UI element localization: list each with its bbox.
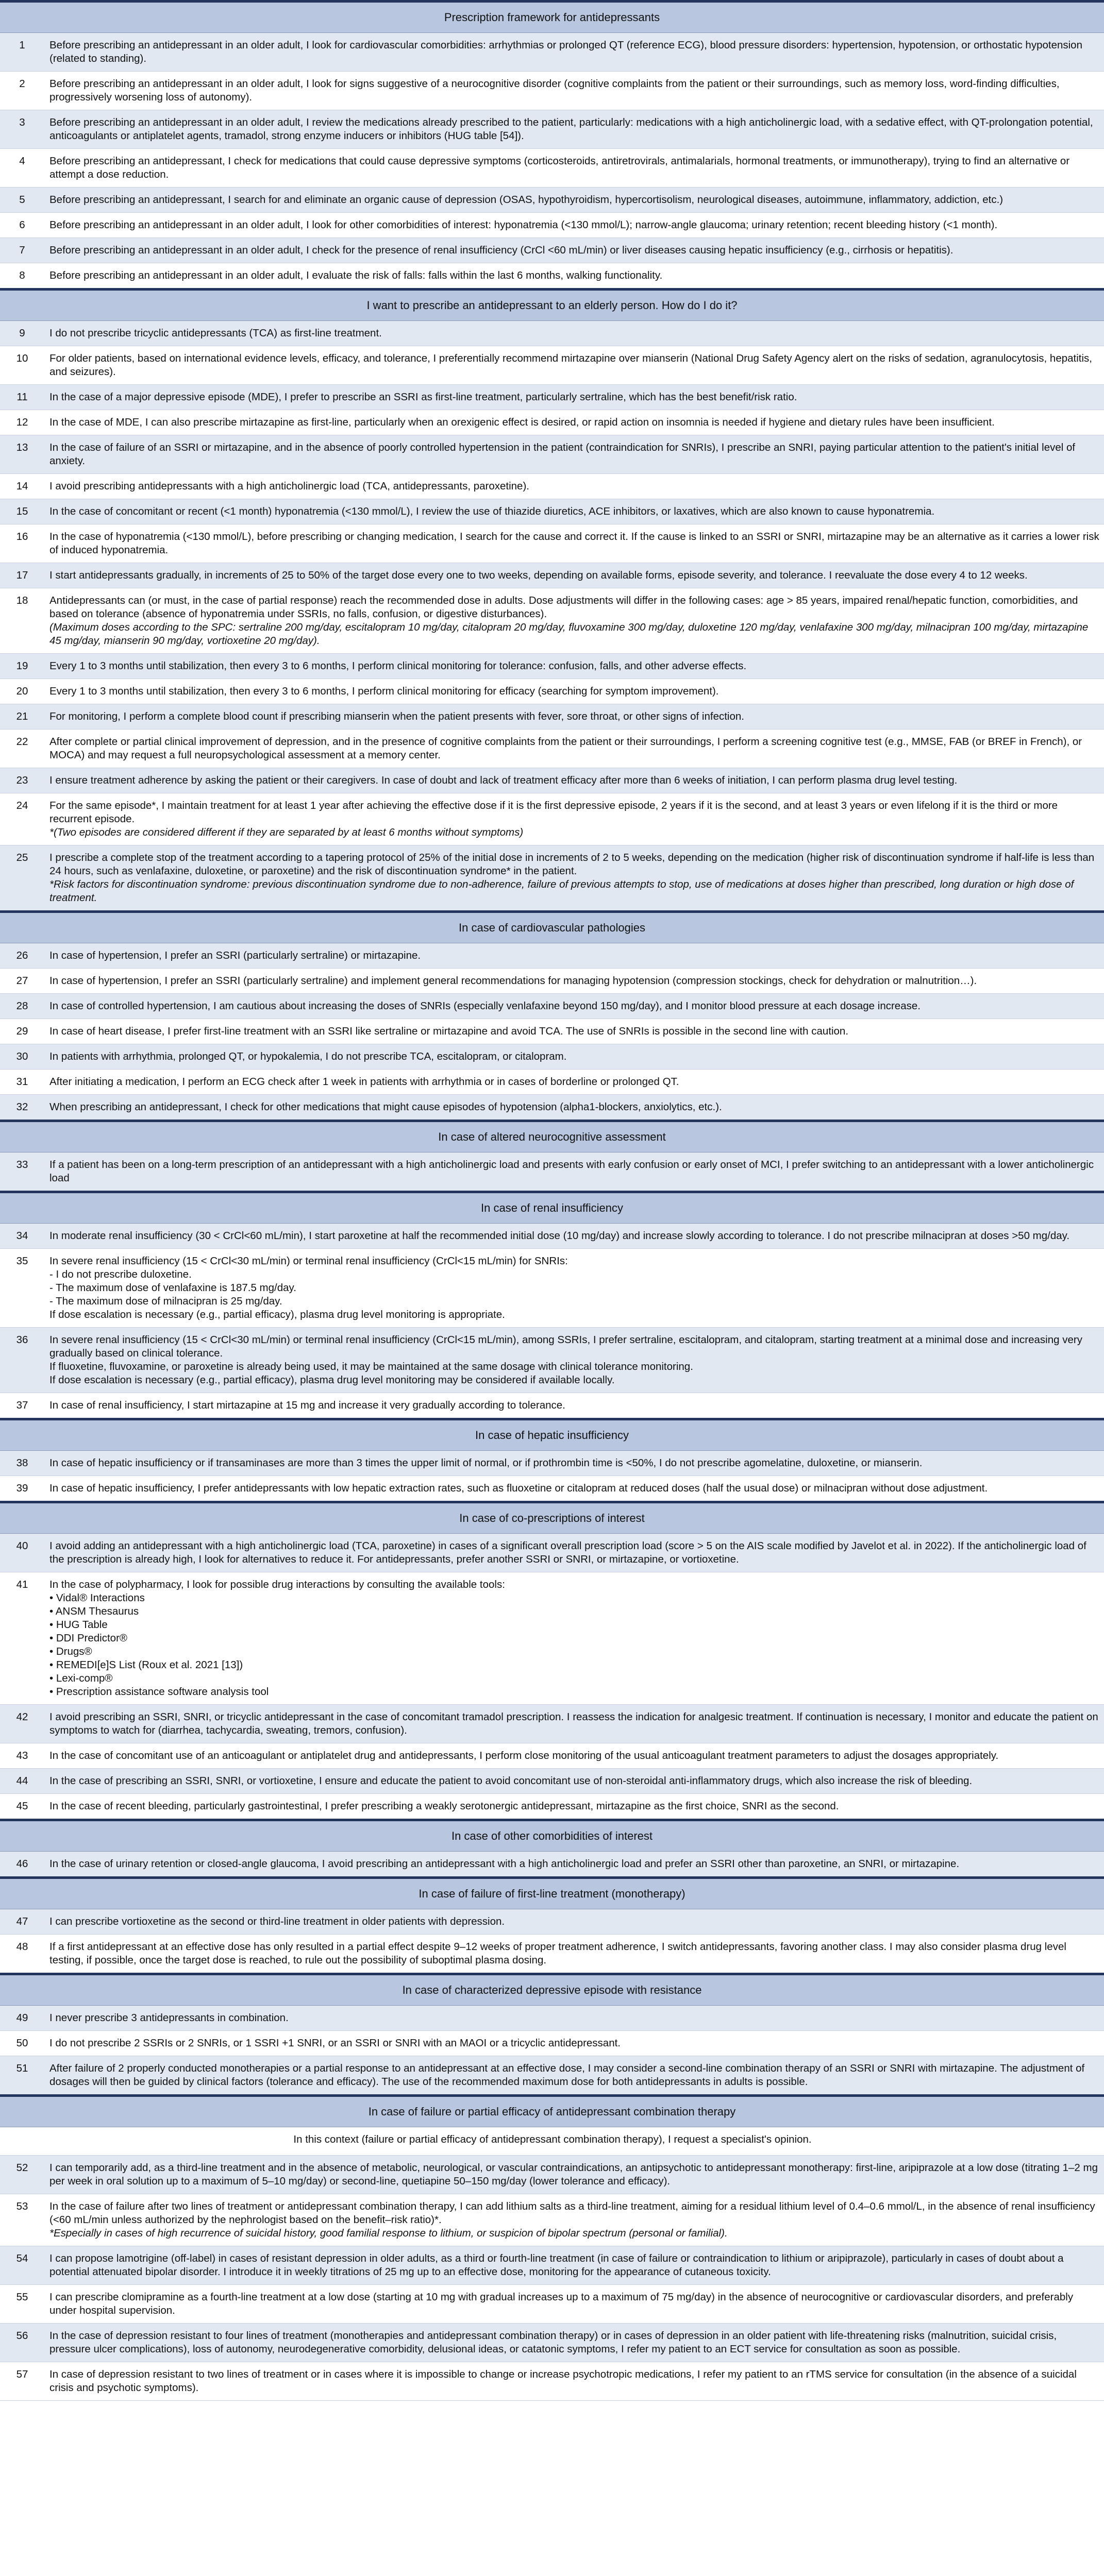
row-text-cell (44, 2006, 1104, 2031)
table-row (0, 499, 1104, 524)
row-text: If a patient has been on a long-term prescription of an antidepressant with a high anticholinergic load and presents with early confusion or early onset of MCI, I prefer switching to an antidepressant with a lower anticholinergic load (49, 1159, 1094, 1184)
row-number: 8 (0, 263, 44, 290)
section-title (0, 2, 1104, 33)
row-number: 22 (0, 730, 44, 768)
row-number: 14 (0, 474, 44, 499)
row-number: 28 (0, 994, 44, 1019)
section-title (0, 2096, 1104, 2127)
table-row (0, 33, 1104, 72)
row-text: I can temporarily add, as a third-line treatment and in the absence of metabolic, neurological, or vascular contraindications, an antipsychotic to antidepressant monotherapy: first-line, aripiprazole at a low dose (titrating 1–2 mg per week in oral solution up to a maximum of 5–10 mg/day) or second-line, quetiapine 50–150 mg/day (lower tolerance and efficacy). (49, 2162, 1098, 2187)
table-row (0, 1393, 1104, 1419)
row-text-cell (44, 1224, 1104, 1249)
table-row (0, 435, 1104, 474)
row-number: 10 (0, 346, 44, 385)
row-number: 15 (0, 499, 44, 524)
row-text-cell (44, 2285, 1104, 2324)
table-row (0, 563, 1104, 588)
row-number: 24 (0, 793, 44, 845)
row-number: 19 (0, 654, 44, 679)
section-header (0, 1419, 1104, 1451)
row-text: Before prescribing an antidepressant, I check for medications that could cause depressive symptoms (corticosteroids, antiretrovirals, antimalarials, hormonal treatments, or immunotherapy), trying to find an alternative or attempt a dose reduction. (49, 155, 1070, 180)
row-text: In the case of depression resistant to four lines of treatment (monotherapies and antidepressant combination therapy) or in cases of depression in an older patient with life-threatening risks (malnutrition, suicidal crisis, pressure ulcer complications), loss of autonomy, neurodegenerative comorbidity, delusional ideas, or catatonic symptoms, I refer my patient to an ECT service for consultation as soon as possible. (49, 2330, 1057, 2355)
section-intro-cell (0, 2127, 1104, 2156)
row-number: 11 (0, 385, 44, 410)
row-text: In case of controlled hypertension, I am cautious about increasing the doses of SNRIs (especially venlafaxine beyond 150 mg/day), and I monitor blood pressure at each dosage increase. (49, 1000, 921, 1012)
row-text-cell (44, 704, 1104, 730)
row-text: Antidepressants can (or must, in the case of partial response) reach the recommended dose in adults. Dose adjustments will differ in the following cases: age > 85 years, impaired renal/hepatic function, comorbidities, and based on tolerance (absence of hyponatremia under SSRIs, no falls, confusion, or digestive disturbances). (49, 595, 1078, 620)
table-row (0, 2156, 1104, 2194)
table-row (0, 994, 1104, 1019)
section-title (0, 1974, 1104, 2006)
row-number: 44 (0, 1769, 44, 1794)
row-text-cell (44, 410, 1104, 435)
row-text: I start antidepressants gradually, in increments of 25 to 50% of the target dose every one to two weeks, depending on available forms, episode severity, and tolerance. I reevaluate the dose every 4 to 12 weeks. (49, 569, 1028, 581)
row-text-cell (44, 1249, 1104, 1328)
row-text: In case of hypertension, I prefer an SSRI (particularly sertraline) or mirtazapine. (49, 950, 421, 961)
row-number: 21 (0, 704, 44, 730)
section-header (0, 912, 1104, 943)
row-number: 49 (0, 2006, 44, 2031)
row-text-cell (44, 499, 1104, 524)
row-text: For the same episode*, I maintain treatment for at least 1 year after achieving the effective dose if it is the first depressive episode, 2 years if it is the second, and at least 3 years or even lifelong if it is the third or more recurrent episode. (49, 800, 1058, 825)
row-text: In severe renal insufficiency (15 < CrCl<30 mL/min) or terminal renal insufficiency (CrCl<15 mL/min), among SSRIs, I prefer sertraline, escitalopram, and citalopram, starting treatment at a minimal dose and increasing very gradually based on clinical tolerance. If fluoxetine, fluvoxamine, or paroxetine is already being used, it may be maintained at the same dosage with clinical tolerance monitoring. If dose escalation is necessary (e.g., partial efficacy), plasma drug level monitoring may be considered if available locally. (49, 1334, 1082, 1386)
row-text-cell (44, 346, 1104, 385)
row-number: 2 (0, 72, 44, 110)
row-text-cell (44, 474, 1104, 499)
row-number: 30 (0, 1044, 44, 1070)
row-text-cell (44, 588, 1104, 654)
row-text-cell (44, 1328, 1104, 1393)
row-number: 35 (0, 1249, 44, 1328)
row-text: Before prescribing an antidepressant in an older adult, I check for the presence of renal insufficiency (CrCl <60 mL/min) or liver diseases causing hepatic insufficiency (e.g., cirrhosis or hepatitis). (49, 244, 954, 256)
row-text-cell (44, 1153, 1104, 1192)
table-row (0, 149, 1104, 188)
row-text: Before prescribing an antidepressant in an older adult, I look for signs suggestive of a neurocognitive disorder (cognitive complaints from the patient or their surroundings, such as memory loss, word-finding difficulties, progressively worsening loss of autonomy). (49, 78, 1060, 103)
table-row (0, 2006, 1104, 2031)
section-header (0, 290, 1104, 321)
row-number: 29 (0, 1019, 44, 1044)
row-number: 42 (0, 1705, 44, 1743)
table-row (0, 1794, 1104, 1820)
row-text: Before prescribing an antidepressant, I search for and eliminate an organic cause of depression (OSAS, hypothyroidism, hypercortisolism, neurological diseases, autoimmune, inflammatory, addiction, etc.) (49, 194, 1003, 206)
section-header (0, 2096, 1104, 2127)
section-title-text: In case of characterized depressive episode with resistance (402, 1984, 702, 1996)
row-text: Before prescribing an antidepressant in an older adult, I evaluate the risk of falls: falls within the last 6 months, walking functionality. (49, 269, 663, 281)
table-row (0, 1095, 1104, 1121)
table-row (0, 1852, 1104, 1878)
row-number: 50 (0, 2031, 44, 2056)
row-number: 39 (0, 1476, 44, 1502)
table-row (0, 2324, 1104, 2362)
table-row (0, 845, 1104, 912)
table-row (0, 1019, 1104, 1044)
row-text: I avoid prescribing antidepressants with a high anticholinergic load (TCA, antidepressants, paroxetine). (49, 480, 529, 492)
table-row (0, 474, 1104, 499)
row-text: For monitoring, I perform a complete blood count if prescribing mianserin when the patient presents with fever, sore throat, or other signs of infection. (49, 710, 744, 722)
table-row (0, 2194, 1104, 2246)
table-row (0, 730, 1104, 768)
row-text: In patients with arrhythmia, prolonged QT, or hypokalemia, I do not prescribe TCA, escitalopram, or citalopram. (49, 1050, 567, 1062)
row-text: In the case of polypharmacy, I look for possible drug interactions by consulting the available tools: • Vidal® Interactions • ANSM Thesaurus • HUG Table • DDI Predictor® • Drugs® • REMEDI[e]S List (Roux et al. 2021 [13]) • Lexi-comp® • Prescription assistance software analysis tool (49, 1579, 505, 1698)
row-note: *Risk factors for discontinuation syndrome: previous discontinuation syndrome due to non-adherence, failure of previous attempts to stop, use of medications at doses higher than prescribed, long duration or high dose of treatment. (49, 878, 1074, 904)
row-text: In case of hepatic insufficiency or if transaminases are more than 3 times the upper limit of normal, or if prothrombin time is <50%, I do not prescribe agomelatine, duloxetine, or mianserin. (49, 1457, 923, 1469)
row-number: 7 (0, 238, 44, 263)
table-row (0, 654, 1104, 679)
table-row (0, 2362, 1104, 2401)
table-row (0, 110, 1104, 149)
row-text-cell (44, 1451, 1104, 1476)
row-text: In severe renal insufficiency (15 < CrCl<30 mL/min) or terminal renal insufficiency (CrCl<15 mL/min) for SNRIs: - I do not prescribe duloxetine. - The maximum dose of venlafaxine is 187.5 mg/day. - The maximum dose of milnacipran is 25 mg/day. If dose escalation is necessary (e.g., partial efficacy), plasma drug level monitoring is appropriate. (49, 1255, 568, 1320)
row-text-cell (44, 2362, 1104, 2401)
section-title-text: I want to prescribe an antidepressant to an elderly person. How do I do it? (366, 299, 738, 312)
row-text-cell (44, 2056, 1104, 2096)
section-header (0, 1820, 1104, 1852)
table-row (0, 588, 1104, 654)
row-number: 1 (0, 33, 44, 72)
table-row (0, 1705, 1104, 1743)
row-number: 13 (0, 435, 44, 474)
row-text-cell (44, 994, 1104, 1019)
row-number: 32 (0, 1095, 44, 1121)
row-number: 46 (0, 1852, 44, 1878)
section-title (0, 1192, 1104, 1224)
row-number: 38 (0, 1451, 44, 1476)
row-text-cell (44, 845, 1104, 912)
table-row (0, 1249, 1104, 1328)
row-text: When prescribing an antidepressant, I check for other medications that might cause episodes of hypotension (alpha1-blockers, anxiolytics, etc.). (49, 1101, 722, 1113)
row-number: 25 (0, 845, 44, 912)
table-row (0, 2246, 1104, 2285)
row-text-cell (44, 2156, 1104, 2194)
table-row (0, 524, 1104, 563)
row-text: In the case of concomitant use of an anticoagulant or antiplatelet drug and antidepressants, I perform close monitoring of the usual anticoagulant treatment parameters to adjust the dosages appropriately. (49, 1750, 999, 1761)
row-number: 5 (0, 188, 44, 213)
row-text: I never prescribe 3 antidepressants in combination. (49, 2012, 289, 2024)
table-row (0, 1451, 1104, 1476)
section-header (0, 1878, 1104, 1909)
table-row (0, 793, 1104, 845)
row-text-cell (44, 1705, 1104, 1743)
row-text: In the case of recent bleeding, particularly gastrointestinal, I prefer prescribing a weakly serotonergic antidepressant, mirtazapine as the first choice, SNRI as the second. (49, 1800, 839, 1812)
row-text-cell (44, 1769, 1104, 1794)
row-text: In the case of concomitant or recent (<1 month) hyponatremia (<130 mmol/L), I review the use of thiazide diuretics, ACE inhibitors, or laxatives, which are also known to cause hyponatremia. (49, 505, 935, 517)
section-header (0, 1502, 1104, 1534)
table-row (0, 1153, 1104, 1192)
row-text: In case of depression resistant to two lines of treatment or in cases where it is impossible to change or increase psychotropic medications, I refer my patient to an rTMS service for consultation (in the absence of a suicidal crisis and psychotic symptoms). (49, 2368, 1077, 2394)
row-number: 45 (0, 1794, 44, 1820)
row-number: 37 (0, 1393, 44, 1419)
row-number: 51 (0, 2056, 44, 2096)
row-text-cell (44, 263, 1104, 290)
section-title (0, 1419, 1104, 1451)
section-intro-text: In this context (failure or partial efficacy of antidepressant combination therapy), I request a specialist's opinion. (293, 2133, 812, 2145)
table-row (0, 1476, 1104, 1502)
row-text-cell (44, 149, 1104, 188)
row-text-cell (44, 943, 1104, 969)
row-text: I ensure treatment adherence by asking the patient or their caregivers. In case of doubt and lack of treatment efficacy after more than 6 weeks of initiation, I can perform plasma drug level testing. (49, 774, 958, 786)
row-text-cell (44, 654, 1104, 679)
row-number: 52 (0, 2156, 44, 2194)
section-title (0, 912, 1104, 943)
row-text: In case of renal insufficiency, I start mirtazapine at 15 mg and increase it very gradually according to tolerance. (49, 1399, 565, 1411)
table-row (0, 1224, 1104, 1249)
row-text-cell (44, 1743, 1104, 1769)
row-text-cell (44, 238, 1104, 263)
table-row (0, 1743, 1104, 1769)
row-text-cell (44, 1852, 1104, 1878)
row-number: 26 (0, 943, 44, 969)
table-row (0, 2056, 1104, 2096)
table-row (0, 263, 1104, 290)
section-header (0, 1192, 1104, 1224)
table-row (0, 2285, 1104, 2324)
row-number: 57 (0, 2362, 44, 2401)
row-text-cell (44, 1019, 1104, 1044)
table-row (0, 188, 1104, 213)
row-number: 41 (0, 1572, 44, 1705)
row-number: 47 (0, 1909, 44, 1935)
section-intro-row (0, 2127, 1104, 2156)
table-row (0, 969, 1104, 994)
table-row (0, 238, 1104, 263)
row-text-cell (44, 110, 1104, 149)
row-text-cell (44, 524, 1104, 563)
row-text: In the case of failure of an SSRI or mirtazapine, and in the absence of poorly controlled hypertension in the patient (contraindication for SNRIs), I prescribe an SNRI, paying particular attention to the patient's initial level of anxiety. (49, 442, 1076, 467)
row-text-cell (44, 2246, 1104, 2285)
table-row (0, 72, 1104, 110)
row-text: Every 1 to 3 months until stabilization, then every 3 to 6 months, I perform clinical monitoring for efficacy (searching for symptom improvement). (49, 685, 719, 697)
row-text-cell (44, 1095, 1104, 1121)
table-row (0, 1534, 1104, 1572)
row-text: In the case of hyponatremia (<130 mmol/L), before prescribing or changing medication, I search for the cause and correct it. If the cause is linked to an SSRI or SNRI, mirtazapine may be an alternative as it carries a lower risk of induced hyponatremia. (49, 531, 1099, 556)
row-number: 20 (0, 679, 44, 704)
row-number: 3 (0, 110, 44, 149)
section-title (0, 290, 1104, 321)
row-text: Before prescribing an antidepressant in an older adult, I review the medications already prescribed to the patient, particularly: medications with a high anticholinergic load, with a sedative effect, with QT-prolongation potential, anticoagulants or antiplatelet agents, tramadol, strong enzyme inducers or inhibitors (HUG table [54]). (49, 116, 1093, 142)
row-number: 55 (0, 2285, 44, 2324)
row-text: I can prescribe vortioxetine as the second or third-line treatment in older patients with depression. (49, 1916, 505, 1927)
row-number: 48 (0, 1935, 44, 1974)
row-text-cell (44, 385, 1104, 410)
row-text-cell (44, 1070, 1104, 1095)
row-text: Before prescribing an antidepressant in an older adult, I look for other comorbidities of interest: hyponatremia (<130 mmol/L); narrow-angle glaucoma; urinary retention; recent bleeding history (<1 month). (49, 219, 998, 231)
row-text-cell (44, 1909, 1104, 1935)
section-title (0, 1502, 1104, 1534)
row-text: In the case of MDE, I can also prescribe mirtazapine as first-line, particularly when an orexigenic effect is desired, or rapid action on insomnia is needed if hygiene and dietary rules have been insufficient. (49, 416, 995, 428)
section-title (0, 1878, 1104, 1909)
section-header (0, 2, 1104, 33)
row-text: If a first antidepressant at an effective dose has only resulted in a partial effect despite 9–12 weeks of proper treatment adherence, I switch antidepressants, favoring another class. I may also consider plasma drug level testing, if possible, once the target dose is reached, to rule out the possibility of suboptimal plasma dosing. (49, 1941, 1066, 1966)
table-row (0, 2031, 1104, 2056)
row-number: 53 (0, 2194, 44, 2246)
table-row (0, 943, 1104, 969)
row-text-cell (44, 768, 1104, 793)
table-row (0, 679, 1104, 704)
table-row (0, 1070, 1104, 1095)
row-text: I avoid prescribing an SSRI, SNRI, or tricyclic antidepressant in the case of concomitant tramadol prescription. I reassess the indication for analgesic treatment. If continuation is necessary, I monitor and educate the patient on symptoms to watch for (diarrhea, tachycardia, sweating, tremors, confusion). (49, 1711, 1098, 1736)
row-text-cell (44, 1572, 1104, 1705)
row-number: 23 (0, 768, 44, 793)
row-text-cell (44, 188, 1104, 213)
row-text: I do not prescribe 2 SSRIs or 2 SNRIs, or 1 SSRI +1 SNRI, or an SSRI or SNRI with an MAOI or a tricyclic antidepressant. (49, 2037, 621, 2049)
row-number: 31 (0, 1070, 44, 1095)
row-text-cell (44, 2031, 1104, 2056)
row-text: After complete or partial clinical improvement of depression, and in the presence of cognitive complaints from the patient or their surroundings, I perform a screening cognitive test (e.g., MMSE, FAB (or BREF in French), or MOCA) and may request a full neuropsychological assessment at a memory center. (49, 736, 1082, 761)
row-text: In the case of urinary retention or closed-angle glaucoma, I avoid prescribing an antidepressant with a high anticholinergic load and prefer an SSRI other than paroxetine, an SNRI, or mirtazapine. (49, 1858, 960, 1870)
row-text-cell (44, 1044, 1104, 1070)
section-title-text: In case of other comorbidities of interest (451, 1829, 653, 1842)
table-row (0, 346, 1104, 385)
row-note: *(Two episodes are considered different if they are separated by at least 6 months without symptoms) (49, 826, 524, 838)
row-text: Before prescribing an antidepressant in an older adult, I look for cardiovascular comorbidities: arrhythmias or prolonged QT (reference ECG), blood pressure disorders: hypertension, hypotension, or orthostatic hypotension (related to standing). (49, 39, 1082, 64)
row-number: 34 (0, 1224, 44, 1249)
row-text-cell (44, 1935, 1104, 1974)
row-text-cell (44, 730, 1104, 768)
row-text: I can propose lamotrigine (off-label) in cases of resistant depression in older adults, as a third or fourth-line treatment (in case of failure or contraindication to lithium or aripiprazole), particularly in cases of doubt about a potential attenuated bipolar disorder. I introduce it in weekly titrations of 25 mg up to an effective dose, monitoring for the appearance of cutaneous toxicity. (49, 2252, 1064, 2278)
section-title (0, 1121, 1104, 1153)
row-text: After failure of 2 properly conducted monotherapies or a partial response to an antidepressant at an effective dose, I may consider a second-line combination therapy of an SSRI or SNRI with mirtazapine. The adjustment of dosages will then be guided by clinical factors (tolerance and efficacy). The use of the recommended maximum dose for both antidepressants in adults is possible. (49, 2062, 1085, 2088)
table-row (0, 1935, 1104, 1974)
row-number: 54 (0, 2246, 44, 2285)
row-text-cell (44, 1393, 1104, 1419)
section-title-text: In case of failure or partial efficacy of antidepressant combination therapy (368, 2105, 736, 2118)
section-title-text: In case of hepatic insufficiency (475, 1429, 629, 1442)
row-text: Every 1 to 3 months until stabilization, then every 3 to 6 months, I perform clinical monitoring for tolerance: confusion, falls, and other adverse effects. (49, 660, 747, 672)
section-header (0, 1974, 1104, 2006)
row-note: *Especially in cases of high recurrence of suicidal history, good familial response to lithium, or suspicion of bipolar spectrum (personal or familial). (49, 2227, 728, 2239)
table-row (0, 1328, 1104, 1393)
row-text-cell (44, 321, 1104, 346)
row-text-cell (44, 1476, 1104, 1502)
section-title-text: In case of altered neurocognitive assessment (438, 1130, 666, 1143)
row-number: 12 (0, 410, 44, 435)
row-text-cell (44, 213, 1104, 238)
row-text: For older patients, based on international evidence levels, efficacy, and tolerance, I preferentially recommend mirtazapine over mianserin (National Drug Safety Agency alert on the risks of sedation, agranulocytosis, hepatitis, and seizures). (49, 352, 1092, 378)
row-text: In case of hypertension, I prefer an SSRI (particularly sertraline) and implement general recommendations for managing hypotension (compression stockings, check for dehydration or malnutrition…). (49, 975, 977, 987)
row-text-cell (44, 435, 1104, 474)
row-text-cell (44, 563, 1104, 588)
row-text: In case of heart disease, I prefer first-line treatment with an SSRI like sertraline or mirtazapine and avoid TCA. The use of SNRIs is possible in the second line with caution. (49, 1025, 849, 1037)
row-number: 6 (0, 213, 44, 238)
table-row (0, 321, 1104, 346)
row-text: I prescribe a complete stop of the treatment according to a tapering protocol of 25% of the initial dose in increments of 2 to 5 weeks, depending on the medication (higher risk of discontinuation syndrome if half-life is less than 24 hours, such as venlafaxine, duloxetine, or paroxetine) and the risk of discontinuation syndrome* in the patient. (49, 852, 1095, 877)
section-title-text: In case of failure of first-line treatment (monotherapy) (419, 1887, 685, 1900)
row-text-cell (44, 33, 1104, 72)
row-text-cell (44, 969, 1104, 994)
row-number: 43 (0, 1743, 44, 1769)
row-number: 17 (0, 563, 44, 588)
row-text: In case of hepatic insufficiency, I prefer antidepressants with low hepatic extraction rates, such as fluoxetine or citalopram at reduced doses (half the usual dose) or milnacipran without dose adjustment. (49, 1482, 988, 1494)
row-text: I do not prescribe tricyclic antidepressants (TCA) as first-line treatment. (49, 327, 382, 339)
table-row (0, 1572, 1104, 1705)
section-title (0, 1820, 1104, 1852)
table-row (0, 1909, 1104, 1935)
row-number: 40 (0, 1534, 44, 1572)
table-row (0, 1769, 1104, 1794)
row-text: In moderate renal insufficiency (30 < CrCl<60 mL/min), I start paroxetine at half the recommended initial dose (10 mg/day) and increase slowly according to tolerance. I do not prescribe milnacipran at doses >50 mg/day. (49, 1230, 1070, 1242)
table-body (0, 2, 1104, 2401)
row-number: 27 (0, 969, 44, 994)
section-title-text: Prescription framework for antidepressants (444, 11, 660, 24)
table-row (0, 1044, 1104, 1070)
table-row (0, 410, 1104, 435)
row-number: 16 (0, 524, 44, 563)
row-number: 4 (0, 149, 44, 188)
row-text: I can prescribe clomipramine as a fourth-line treatment at a low dose (starting at 10 mg with gradual increases up to a maximum of 75 mg/day) in the absence of neurocognitive or cardiovascular disorders, and preferably under hospital supervision. (49, 2291, 1074, 2316)
row-note: (Maximum doses according to the SPC: sertraline 200 mg/day, escitalopram 10 mg/day, citalopram 20 mg/day, fluvoxamine 300 mg/day, duloxetine 120 mg/day, venlafaxine 300 mg/day, milnacipran 100 mg/day, mirtazapine 45 mg/day, mianserin 90 mg/day, vortioxetine 20 mg/day). (49, 621, 1089, 647)
row-text-cell (44, 679, 1104, 704)
row-number: 9 (0, 321, 44, 346)
row-text-cell (44, 2324, 1104, 2362)
section-title-text: In case of renal insufficiency (481, 1201, 623, 1214)
row-number: 36 (0, 1328, 44, 1393)
row-text: In the case of failure after two lines of treatment or antidepressant combination therapy, I can add lithium salts as a third-line treatment, aiming for a residual lithium level of 0.4–0.6 mmol/L, in the absence of renal insufficiency (<60 mL/min unless authorized by the nephrologist based on the benefit–risk ratio)*. (49, 2200, 1095, 2226)
table-row (0, 213, 1104, 238)
section-header (0, 1121, 1104, 1153)
row-text: In the case of prescribing an SSRI, SNRI, or vortioxetine, I ensure and educate the patient to avoid concomitant use of non-steroidal anti-inflammatory drugs, which also increase the risk of bleeding. (49, 1775, 973, 1787)
row-text: I avoid adding an antidepressant with a high anticholinergic load (TCA, paroxetine) in cases of a significant overall prescription load (score > 5 on the AIS scale modified by Javelot et al. in 2022). If the anticholinergic load of the prescription is already high, I look for alternatives to reduce it. For antidepressants, prefer another SSRI or SNRI, or mirtazapine, or vortioxetine. (49, 1540, 1086, 1565)
row-number: 18 (0, 588, 44, 654)
row-text-cell (44, 1534, 1104, 1572)
row-text-cell (44, 2194, 1104, 2246)
row-text: After initiating a medication, I perform an ECG check after 1 week in patients with arrhythmia or in cases of borderline or prolonged QT. (49, 1076, 679, 1088)
section-title-text: In case of cardiovascular pathologies (459, 921, 645, 934)
row-text-cell (44, 1794, 1104, 1820)
row-text-cell (44, 72, 1104, 110)
table-row (0, 768, 1104, 793)
row-text: In the case of a major depressive episode (MDE), I prefer to prescribe an SSRI as first-line treatment, particularly sertraline, which has the best benefit/risk ratio. (49, 391, 797, 403)
table-row (0, 704, 1104, 730)
section-title-text: In case of co-prescriptions of interest (459, 1512, 645, 1524)
row-number: 56 (0, 2324, 44, 2362)
row-text-cell (44, 793, 1104, 845)
row-number: 33 (0, 1153, 44, 1192)
table-row (0, 385, 1104, 410)
